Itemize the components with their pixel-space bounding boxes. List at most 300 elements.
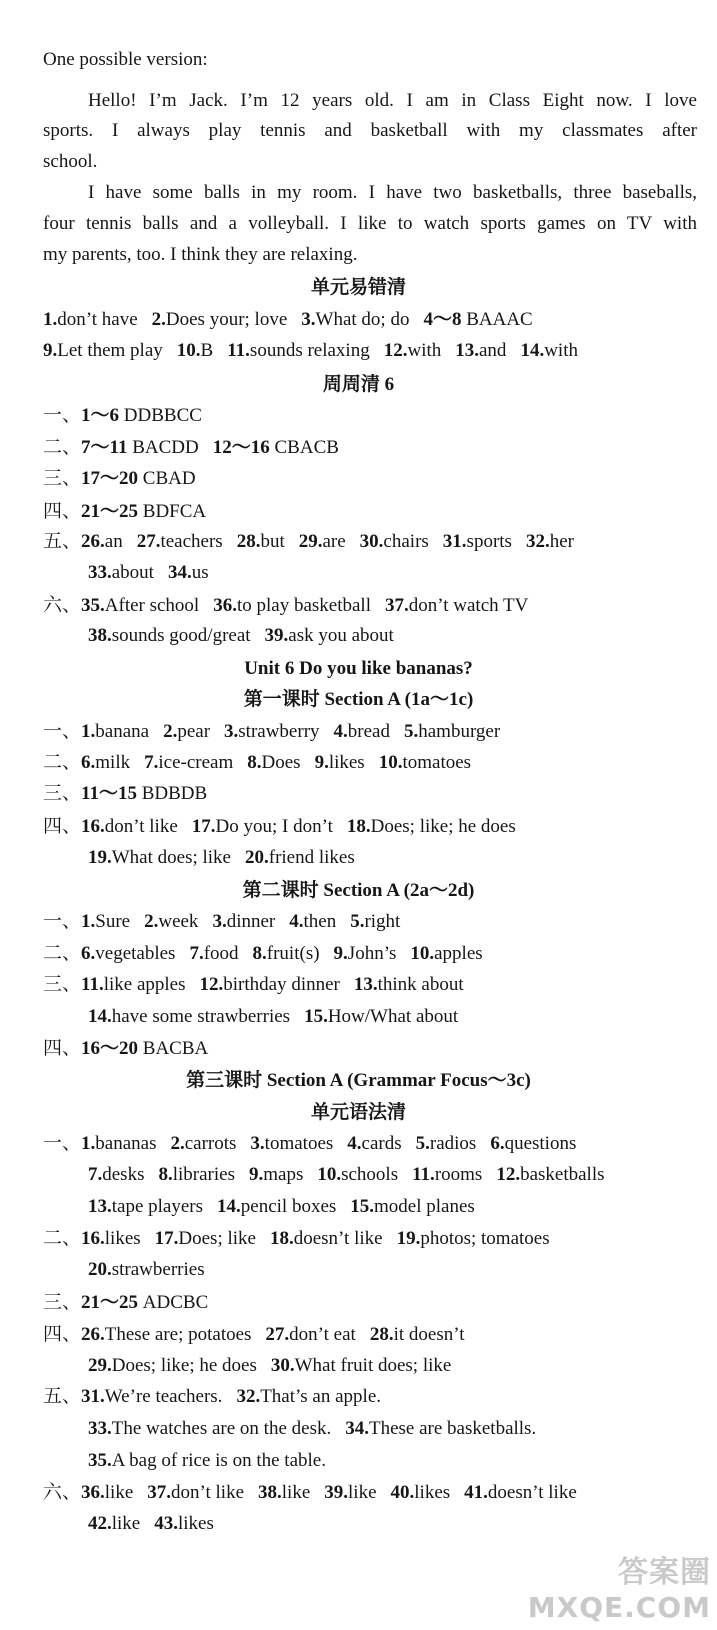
paragraph-line: school.: [43, 151, 98, 172]
answer-text: BACBA: [138, 1038, 209, 1059]
section-heading: Unit 6 Do you like bananas?: [244, 658, 473, 679]
question-number: 32.: [236, 1386, 261, 1407]
part-label: 三、: [43, 468, 82, 489]
question-number: 10.: [317, 1164, 342, 1185]
answer-text: photos; tomatoes: [420, 1228, 550, 1249]
answer-text: Does; like; he does: [111, 1355, 257, 1376]
answer-item: [152, 309, 288, 330]
question-number: 31.: [442, 531, 467, 552]
answer-item: [404, 721, 500, 742]
answer-text: don’t like: [104, 816, 178, 837]
answer-item: [412, 1164, 482, 1185]
answer-item: [423, 309, 532, 330]
answer-item: [168, 562, 209, 583]
question-number: 39.: [324, 1482, 349, 1503]
paragraph-line: four tennis balls and a volleyball. I like to watch sports games on TV with: [43, 213, 697, 234]
question-number: 13.: [353, 974, 378, 995]
question-number: 34.: [167, 562, 192, 583]
question-number: 30.: [359, 531, 384, 552]
answer-text: BDFCA: [138, 501, 207, 522]
answer-text: to play basketball: [236, 595, 371, 616]
part-label: 四、: [43, 501, 82, 522]
answer-text: questions: [504, 1133, 577, 1154]
answer-item: [237, 531, 285, 552]
question-number: 6.: [81, 752, 96, 773]
question-number: 18.: [346, 816, 371, 837]
question-number: 8.: [252, 943, 267, 964]
question-number: 10.: [176, 340, 201, 361]
answer-line: [43, 1226, 697, 1252]
answer-item: [213, 437, 339, 458]
question-number: 12.: [383, 340, 408, 361]
answer-text: What does; like: [111, 847, 231, 868]
answer-text: don’t watch TV: [408, 595, 529, 616]
question-number: 20.: [245, 847, 269, 868]
answer-text: like: [104, 1482, 134, 1503]
section-heading: 单元易错清: [310, 277, 406, 298]
question-number: 16.: [81, 816, 105, 837]
answer-item: [490, 1133, 576, 1154]
part-label: 四、: [43, 1324, 82, 1345]
answer-item: [177, 340, 213, 361]
question-number: 18.: [269, 1228, 294, 1249]
question-number: 4.: [347, 1133, 362, 1154]
part-label: 五、: [43, 531, 82, 552]
watermark: [528, 1547, 711, 1624]
answer-item: [212, 911, 275, 932]
answer-line: [88, 1448, 697, 1474]
answer-item: [81, 1386, 222, 1407]
answer-text: Does; like: [178, 1228, 256, 1249]
question-number: 2.: [163, 721, 178, 742]
answer-text: it doesn’t: [393, 1324, 465, 1345]
part-label: 三、: [43, 974, 82, 995]
answer-item: [81, 721, 149, 742]
answer-item: [315, 752, 365, 773]
answer-text: don’t have: [57, 309, 138, 330]
answer-text: DDBBCC: [119, 405, 202, 426]
answer-text: dinner: [226, 911, 276, 932]
answer-item: [88, 1259, 205, 1280]
answer-line: [43, 529, 697, 555]
part-label: 一、: [43, 911, 82, 932]
answer-text: CBACB: [269, 437, 339, 458]
question-number: 39.: [264, 625, 289, 646]
answer-item: [289, 911, 336, 932]
answer-line: [43, 1480, 697, 1506]
watermark-url: MXQE.COM: [527, 1591, 711, 1624]
answer-line: [43, 781, 697, 807]
answer-text: strawberries: [111, 1259, 205, 1280]
answer-item: [81, 468, 196, 489]
answer-text: likes: [328, 752, 365, 773]
answer-item: [81, 501, 206, 522]
question-number: 3.: [250, 1133, 265, 1154]
question-number: 1～6: [81, 405, 120, 426]
question-number: 37.: [385, 595, 409, 616]
answer-text: Do you; I don’t: [215, 816, 333, 837]
answer-item: [154, 1513, 214, 1534]
question-number: 19.: [88, 847, 112, 868]
question-number: 1.: [81, 721, 96, 742]
answer-line: [43, 1290, 697, 1316]
answer-text: CBAD: [138, 468, 196, 489]
question-number: 9.: [333, 943, 348, 964]
answer-item: [43, 340, 163, 361]
part-label: 四、: [43, 1038, 82, 1059]
question-number: 1.: [43, 309, 58, 330]
question-number: 15.: [350, 1196, 375, 1217]
answer-text: her: [549, 531, 574, 552]
answer-text: about: [111, 562, 154, 583]
answer-text: After school: [104, 595, 200, 616]
part-label: 五、: [43, 1386, 82, 1407]
answer-text: don’t eat: [289, 1324, 356, 1345]
section-heading: 单元语法清: [310, 1102, 406, 1123]
answer-text: then: [303, 911, 337, 932]
answer-text: likes: [104, 1228, 141, 1249]
question-number: 20.: [88, 1259, 112, 1280]
answer-item: [43, 309, 138, 330]
answer-text: but: [260, 531, 285, 552]
answer-line: [88, 560, 697, 586]
answer-line: [88, 1353, 697, 1379]
answer-item: [88, 1513, 140, 1534]
question-number: 35.: [81, 595, 105, 616]
question-number: 4.: [333, 721, 348, 742]
answer-item: [81, 1228, 141, 1249]
answer-line: [88, 1511, 697, 1537]
answer-text: banana: [95, 721, 150, 742]
answer-item: [81, 943, 175, 964]
question-number: 2.: [144, 911, 159, 932]
answer-item: [384, 340, 442, 361]
question-number: 33.: [88, 1418, 112, 1439]
answer-item: [347, 1133, 401, 1154]
answer-item: [81, 1324, 251, 1345]
answer-item: [144, 911, 198, 932]
answer-item: [397, 1228, 550, 1249]
answer-text: cards: [361, 1133, 402, 1154]
answer-item: [354, 974, 464, 995]
answer-line: [43, 814, 697, 840]
answer-item: [81, 405, 202, 426]
question-number: 16.: [81, 1228, 105, 1249]
answer-line: [88, 623, 697, 649]
question-number: 9.: [249, 1164, 264, 1185]
answer-text: radios: [429, 1133, 477, 1154]
answer-item: [88, 1355, 257, 1376]
answer-item: [81, 1292, 208, 1313]
answer-item: [455, 340, 506, 361]
answer-text: hamburger: [418, 721, 501, 742]
answer-item: [81, 1133, 156, 1154]
answer-text: How/What about: [327, 1006, 459, 1027]
part-label: 六、: [43, 1482, 82, 1503]
answer-item: [137, 531, 223, 552]
answer-item: [347, 816, 516, 837]
answer-text: likes: [178, 1513, 214, 1534]
answer-text: vegetables: [95, 943, 176, 964]
answer-item: [81, 595, 199, 616]
answer-text: with: [407, 340, 442, 361]
answer-line: [43, 435, 697, 461]
answer-text: sounds relaxing: [249, 340, 370, 361]
answer-item: [200, 974, 340, 995]
answer-item: [410, 943, 482, 964]
answer-text: apples: [434, 943, 483, 964]
question-number: 21～25: [81, 501, 139, 522]
question-number: 35.: [88, 1450, 112, 1471]
answer-line: [43, 338, 697, 364]
answer-item: [81, 1038, 208, 1059]
answer-item: [270, 1228, 383, 1249]
question-number: 31.: [81, 1386, 105, 1407]
question-number: 7.: [88, 1164, 103, 1185]
question-number: 30.: [270, 1355, 295, 1376]
answer-item: [81, 437, 199, 458]
answer-text: ask you about: [288, 625, 394, 646]
answer-item: [520, 340, 578, 361]
answer-line: [43, 466, 697, 492]
question-number: 3.: [224, 721, 239, 742]
question-number: 36.: [213, 595, 237, 616]
question-number: 3.: [301, 309, 316, 330]
paragraph-line: One possible version:: [43, 49, 208, 70]
question-number: 10.: [410, 943, 435, 964]
question-number: 38.: [88, 625, 112, 646]
answer-text: What do; do: [315, 309, 410, 330]
answer-text: Does your; love: [165, 309, 288, 330]
question-number: 29.: [298, 531, 323, 552]
answer-item: [299, 531, 346, 552]
answer-line: [88, 1257, 697, 1283]
answer-item: [391, 1482, 451, 1503]
question-number: 37.: [147, 1482, 172, 1503]
answer-item: [213, 595, 371, 616]
answer-item: [350, 911, 400, 932]
answer-text: and: [479, 340, 507, 361]
answer-item: [81, 816, 178, 837]
answer-line: [43, 593, 697, 619]
answer-item: [334, 943, 397, 964]
answer-item: [88, 625, 251, 646]
question-number: 40.: [390, 1482, 415, 1503]
answer-item: [144, 752, 233, 773]
question-number: 33.: [88, 562, 112, 583]
answer-text: BDBDB: [136, 783, 208, 804]
answer-item: [416, 1133, 477, 1154]
question-number: 14.: [88, 1006, 112, 1027]
paragraph-line: sports. I always play tennis and basketball with my classmates after: [43, 120, 697, 141]
answer-line: [43, 1036, 697, 1062]
question-number: 7.: [144, 752, 159, 773]
answer-text: maps: [263, 1164, 304, 1185]
answer-text: That’s an apple.: [260, 1386, 382, 1407]
answer-line: [43, 1131, 697, 1157]
answer-text: teachers: [160, 531, 223, 552]
answer-text: pencil boxes: [240, 1196, 337, 1217]
question-number: 13.: [455, 340, 479, 361]
answer-text: have some strawberries: [111, 1006, 291, 1027]
answer-text: These are basketballs.: [368, 1418, 537, 1439]
answer-text: chairs: [383, 531, 429, 552]
answer-item: [250, 1133, 333, 1154]
answer-text: right: [364, 911, 401, 932]
answer-line: [43, 972, 697, 998]
question-number: 14.: [520, 340, 545, 361]
answer-text: an: [104, 531, 123, 552]
question-number: 6.: [81, 943, 96, 964]
question-number: 15.: [304, 1006, 328, 1027]
question-number: 17.: [154, 1228, 179, 1249]
question-number: 12～16: [212, 437, 270, 458]
answer-item: [170, 1133, 236, 1154]
question-number: 42.: [88, 1513, 112, 1534]
answer-text: bananas: [95, 1133, 157, 1154]
answer-text: like: [111, 1513, 141, 1534]
question-number: 5.: [403, 721, 419, 742]
answer-text: tomatoes: [402, 752, 472, 773]
part-label: 二、: [43, 943, 82, 964]
question-number: 4～8: [423, 309, 462, 330]
part-label: 六、: [43, 595, 82, 616]
answer-text: friend likes: [268, 847, 355, 868]
question-number: 9.: [314, 752, 329, 773]
answer-text: John’s: [347, 943, 397, 964]
part-label: 二、: [43, 1228, 82, 1249]
question-number: 19.: [396, 1228, 421, 1249]
answer-line: [88, 1162, 697, 1188]
answer-line: [88, 1004, 697, 1030]
question-number: 32.: [525, 531, 550, 552]
answer-text: birthday dinner: [223, 974, 340, 995]
answer-line: [43, 307, 697, 333]
answer-item: [334, 721, 390, 742]
answer-text: week: [158, 911, 199, 932]
answer-line: [43, 1322, 697, 1348]
answer-item: [360, 531, 429, 552]
answer-item: [370, 1324, 465, 1345]
answer-line: [88, 845, 697, 871]
answer-line: [43, 1384, 697, 1410]
question-number: 5.: [415, 1133, 430, 1154]
part-label: 四、: [43, 816, 82, 837]
part-label: 三、: [43, 1292, 82, 1313]
question-number: 12.: [496, 1164, 521, 1185]
answer-text: A bag of rice is on the table.: [111, 1450, 326, 1471]
watermark-cn: 答案圈: [618, 1555, 711, 1590]
question-number: 5.: [350, 911, 365, 932]
answer-text: like: [281, 1482, 311, 1503]
answer-item: [81, 1482, 133, 1503]
question-number: 2.: [170, 1133, 185, 1154]
question-number: 4.: [289, 911, 304, 932]
answer-text: BAAAC: [461, 309, 533, 330]
answer-item: [265, 625, 394, 646]
question-number: 9.: [43, 340, 58, 361]
question-number: 8.: [158, 1164, 173, 1185]
question-number: 12.: [199, 974, 224, 995]
question-number: 28.: [369, 1324, 394, 1345]
answer-text: doesn’t like: [487, 1482, 577, 1503]
answer-item: [88, 562, 154, 583]
question-number: 6.: [490, 1133, 505, 1154]
answer-text: us: [191, 562, 209, 583]
answer-text: pear: [177, 721, 211, 742]
answer-text: like: [348, 1482, 377, 1503]
answer-item: [350, 1196, 475, 1217]
answer-item: [81, 911, 130, 932]
question-number: 27.: [265, 1324, 290, 1345]
answer-item: [496, 1164, 604, 1185]
answer-text: schools: [341, 1164, 399, 1185]
answer-text: What fruit does; like: [294, 1355, 452, 1376]
answer-line: [43, 719, 697, 745]
answer-text: doesn’t like: [293, 1228, 383, 1249]
section-heading: 周周清 6: [322, 374, 395, 395]
question-number: 7.: [189, 943, 204, 964]
answer-text: fruit(s): [266, 943, 320, 964]
question-number: 43.: [154, 1513, 178, 1534]
question-number: 11.: [412, 1164, 435, 1185]
answer-item: [304, 1006, 458, 1027]
question-number: 28.: [236, 531, 261, 552]
answer-item: [464, 1482, 577, 1503]
answer-item: [224, 721, 320, 742]
answer-text: Does; like; he does: [370, 816, 516, 837]
question-number: 41.: [464, 1482, 488, 1503]
answer-text: desks: [102, 1164, 145, 1185]
answer-line: [88, 1194, 697, 1220]
answer-item: [88, 1196, 203, 1217]
answer-text: Let them play: [57, 340, 163, 361]
question-number: 8.: [247, 752, 262, 773]
answer-line: [43, 750, 697, 776]
answer-text: carrots: [184, 1133, 237, 1154]
question-number: 38.: [258, 1482, 282, 1503]
answer-item: [88, 1450, 326, 1471]
question-number: 29.: [88, 1355, 112, 1376]
answer-item: [245, 847, 355, 868]
answer-text: strawberry: [238, 721, 320, 742]
answer-text: rooms: [434, 1164, 483, 1185]
question-number: 11.: [227, 340, 250, 361]
answer-item: [88, 847, 231, 868]
answer-item: [265, 1324, 355, 1345]
question-number: 14.: [217, 1196, 241, 1217]
section-heading: 第三课时 Section A (Grammar Focus～3c): [186, 1070, 531, 1091]
answer-text: don’t like: [171, 1482, 245, 1503]
part-label: 一、: [43, 1133, 82, 1154]
answer-item: [247, 752, 300, 773]
answer-item: [81, 974, 185, 995]
answer-line: [43, 909, 697, 935]
answer-item: [324, 1482, 376, 1503]
answer-item: [81, 531, 123, 552]
paragraph-line: my parents, too. I think they are relaxing.: [43, 244, 358, 265]
answer-text: Does: [261, 752, 301, 773]
section-heading: 第一课时 Section A (1a～1c): [243, 689, 474, 710]
answer-text: The watches are on the desk.: [111, 1418, 332, 1439]
answer-text: with: [544, 340, 578, 361]
answer-text: B: [200, 340, 214, 361]
section-heading: 第二课时 Section A (2a～2d): [242, 880, 475, 901]
question-number: 17.: [191, 816, 216, 837]
answer-item: [345, 1418, 536, 1439]
answer-item: [249, 1164, 303, 1185]
answer-item: [88, 1164, 144, 1185]
